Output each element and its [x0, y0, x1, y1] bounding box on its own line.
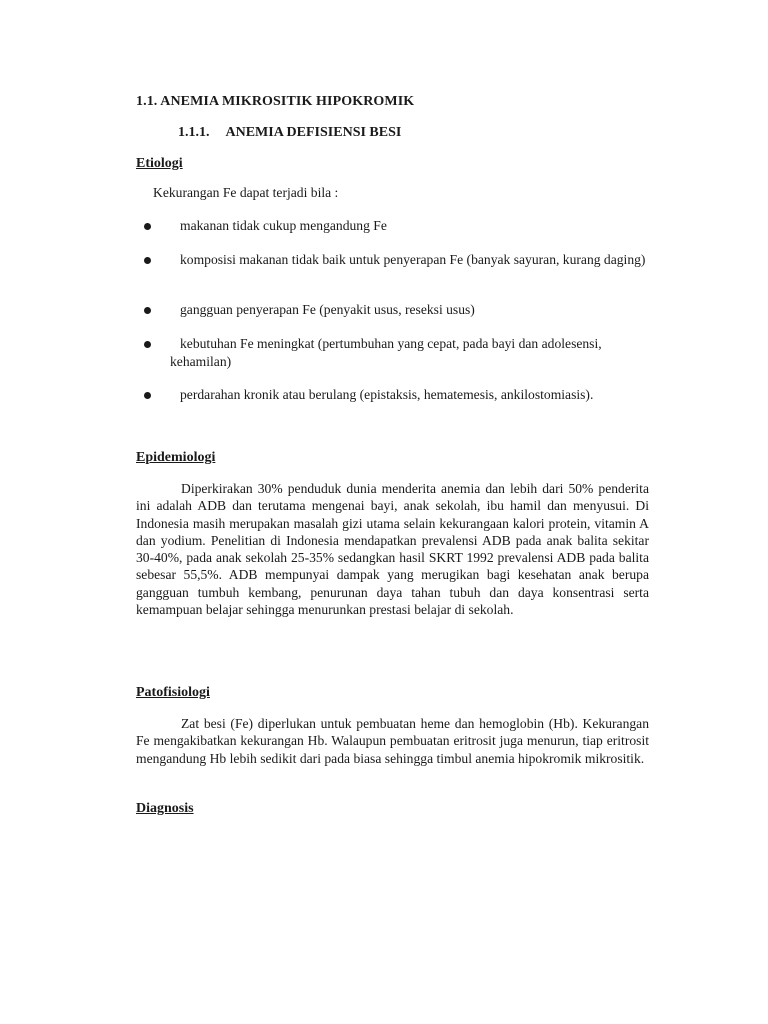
- sub-heading-title: ANEMIA DEFISIENSI BESI: [225, 125, 402, 140]
- list-item-text: gangguan penyerapan Fe (penyakit usus, reseksi usus): [180, 302, 475, 317]
- sub-heading-number: 1.1.1.: [178, 125, 210, 140]
- patofisiologi-heading: Patofisiologi: [136, 685, 210, 700]
- list-item-text: komposisi makanan tidak baik untuk penyerapan Fe (banyak sayuran, kurang daging): [180, 252, 646, 267]
- etiologi-intro: Kekurangan Fe dapat terjadi bila :: [153, 185, 339, 200]
- etiologi-heading: Etiologi: [136, 156, 183, 171]
- epidemiologi-paragraph: Diperkirakan 30% penduduk dunia menderita anemia dan lebih dari 50% penderita ini adalah ADB dan terutama mengenai bayi, anak sekolah, ibu hamil dan menyusui. Di Indonesia masih merupakan masalah gizi utama selain kekurangaan kalori protein, vitamin A dan yodium. Penelitian di Indonesia mendapatkan prevalensi ADB pada anak balita sekitar 30-40%, pada anak sekolah 25-35% sedangkan hasil SKRT 1992 prevalensi ADB pada balita sebesar 55,5%. ADB mempunyai dampak yang merugikan bagi kesehatan anak berupa gangguan tumbuh kembang, penurunan daya tahan tubuh dan daya konsentrasi serta kemampuan belajar sehingga menurunkan prestasi belajar di sekolah.: [136, 481, 649, 618]
- bullet-icon: [144, 341, 151, 348]
- bullet-icon: [144, 257, 151, 264]
- main-heading: 1.1. ANEMIA MIKROSITIK HIPOKROMIK: [136, 94, 415, 109]
- list-item-text: makanan tidak cukup mengandung Fe: [180, 218, 387, 233]
- bullet-icon: [144, 392, 151, 399]
- bullet-icon: [144, 223, 151, 230]
- bullet-icon: [144, 307, 151, 314]
- epidemiologi-heading: Epidemiologi: [136, 450, 216, 465]
- patofisiologi-paragraph: Zat besi (Fe) diperlukan untuk pembuatan heme dan hemoglobin (Hb). Kekurangan Fe mengakibatkan kekurangan Hb. Walaupun pembuatan eritrosit juga menurun, tiap eritrosit mengandung Hb lebih sedikit dari pada biasa sehingga timbul anemia hipokromik mikrositik.: [136, 716, 649, 766]
- list-item-text: perdarahan kronik atau berulang (epistaksis, hematemesis, ankilostomiasis).: [180, 387, 594, 402]
- list-item-text: kebutuhan Fe meningkat (pertumbuhan yang cepat, pada bayi dan adolesensi, kehamilan): [170, 336, 602, 369]
- diagnosis-heading: Diagnosis: [136, 801, 194, 816]
- sub-heading: [178, 124, 401, 142]
